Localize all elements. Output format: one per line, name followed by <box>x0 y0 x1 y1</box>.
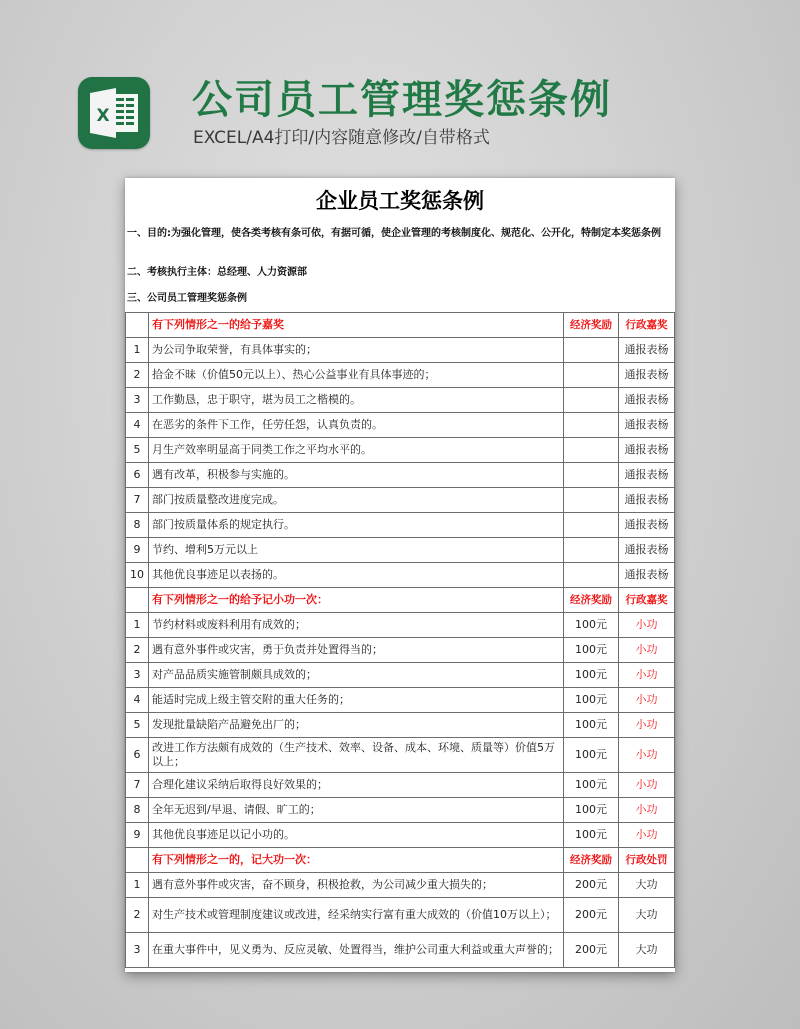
admin-header: 行政处罚 <box>619 848 675 873</box>
row-desc: 发现批量缺陷产品避免出厂的； <box>149 713 564 738</box>
row-admin: 通报表杨 <box>619 388 675 413</box>
row-num: 1 <box>126 873 149 898</box>
svg-text:X: X <box>96 106 110 126</box>
row-num: 1 <box>126 338 149 363</box>
row-admin: 小功 <box>619 638 675 663</box>
row-num: 3 <box>126 388 149 413</box>
table-row <box>126 738 675 773</box>
section-heading: 有下列情形之一的，记大功一次： <box>149 848 564 873</box>
row-num: 1 <box>126 613 149 638</box>
admin-header: 行政嘉奖 <box>619 313 675 338</box>
row-admin: 大功 <box>619 873 675 898</box>
row-num: 4 <box>126 413 149 438</box>
section-heading: 有下列情形之一的给予记小功一次： <box>149 588 564 613</box>
row-admin: 小功 <box>619 773 675 798</box>
row-num: 5 <box>126 713 149 738</box>
row-admin: 通报表杨 <box>619 413 675 438</box>
table-row <box>126 413 675 438</box>
row-desc: 遇有改革，积极参与实施的。 <box>149 463 564 488</box>
row-desc: 在恶劣的条件下工作，任劳任怨，认真负责的。 <box>149 413 564 438</box>
row-econ: 100元 <box>564 613 619 638</box>
table-row <box>126 563 675 588</box>
row-econ: 100元 <box>564 688 619 713</box>
row-desc: 节约、增利5万元以上 <box>149 538 564 563</box>
row-econ <box>564 463 619 488</box>
purpose-paragraph: 一、目的:为强化管理，使各类考核有条可依，有据可循，使企业管理的考核制度化、规范化、公开化，特制定本奖惩条例 <box>127 228 661 239</box>
row-admin: 通报表杨 <box>619 538 675 563</box>
row-admin: 大功 <box>619 898 675 933</box>
table-row <box>126 638 675 663</box>
row-admin: 小功 <box>619 713 675 738</box>
section-header-row <box>126 588 675 613</box>
table-row <box>126 438 675 463</box>
table-row <box>126 388 675 413</box>
row-econ: 100元 <box>564 798 619 823</box>
rules-heading: 三、公司员工管理奖惩条例 <box>127 293 247 304</box>
table-row <box>126 823 675 848</box>
table-row <box>126 613 675 638</box>
row-desc: 为公司争取荣誉，有具体事实的； <box>149 338 564 363</box>
excel-icon <box>78 77 150 149</box>
row-desc: 遇有意外事件或灾害，勇于负责并处置得当的； <box>149 638 564 663</box>
row-desc: 改进工作方法颇有成效的（生产技术、效率、设备、成本、环境、质量等）价值5万以上； <box>149 738 564 773</box>
row-num: 6 <box>126 463 149 488</box>
table-row <box>126 463 675 488</box>
row-num: 5 <box>126 438 149 463</box>
row-admin: 小功 <box>619 613 675 638</box>
row-desc: 其他优良事迹足以表扬的。 <box>149 563 564 588</box>
row-num: 4 <box>126 688 149 713</box>
row-econ <box>564 563 619 588</box>
econ-header: 经济奖励 <box>564 848 619 873</box>
row-desc: 部门按质量整改进度完成。 <box>149 488 564 513</box>
executor-paragraph: 二、考核执行主体：总经理、人力资源部 <box>127 267 307 278</box>
table-row <box>126 663 675 688</box>
row-econ <box>564 488 619 513</box>
num-cell <box>126 848 149 873</box>
section-header-row <box>126 848 675 873</box>
row-admin: 通报表杨 <box>619 338 675 363</box>
row-desc: 工作勤恳，忠于职守，堪为员工之楷模的。 <box>149 388 564 413</box>
num-cell <box>126 313 149 338</box>
row-admin: 小功 <box>619 688 675 713</box>
table-row <box>126 873 675 898</box>
table-row <box>126 488 675 513</box>
document-page <box>125 178 675 972</box>
row-desc: 节约材料或废料利用有成效的； <box>149 613 564 638</box>
row-desc: 对生产技术或管理制度建议或改进，经采纳实行富有重大成效的（价值10万以上）； <box>149 898 564 933</box>
table-row <box>126 798 675 823</box>
table-row <box>126 713 675 738</box>
table-row <box>126 898 675 933</box>
num-cell <box>126 588 149 613</box>
row-desc: 合理化建议采纳后取得良好效果的； <box>149 773 564 798</box>
row-admin: 通报表杨 <box>619 363 675 388</box>
row-econ: 200元 <box>564 898 619 933</box>
row-econ <box>564 438 619 463</box>
section-heading: 有下列情形之一的给予嘉奖 <box>149 313 564 338</box>
rules-table <box>125 312 675 968</box>
row-desc: 其他优良事迹足以记小功的。 <box>149 823 564 848</box>
section-header-row <box>126 313 675 338</box>
row-desc: 能适时完成上级主管交附的重大任务的； <box>149 688 564 713</box>
banner-subtitle: EXCEL/A4打印/内容随意修改/自带格式 <box>193 128 490 148</box>
row-econ: 100元 <box>564 823 619 848</box>
table-row <box>126 338 675 363</box>
table-row <box>126 513 675 538</box>
row-num: 7 <box>126 488 149 513</box>
row-econ: 100元 <box>564 663 619 688</box>
table-row <box>126 363 675 388</box>
row-num: 3 <box>126 933 149 968</box>
row-econ: 200元 <box>564 873 619 898</box>
econ-header: 经济奖励 <box>564 588 619 613</box>
admin-header: 行政嘉奖 <box>619 588 675 613</box>
row-admin: 小功 <box>619 738 675 773</box>
row-desc: 遇有意外事件或灾害，奋不顾身，积极抢救，为公司减少重大损失的； <box>149 873 564 898</box>
row-admin: 通报表杨 <box>619 563 675 588</box>
row-econ: 100元 <box>564 773 619 798</box>
table-row <box>126 538 675 563</box>
row-num: 2 <box>126 638 149 663</box>
row-admin: 通报表杨 <box>619 463 675 488</box>
table-row <box>126 773 675 798</box>
row-desc: 拾金不昧（价值50元以上）、热心公益事业有具体事迹的； <box>149 363 564 388</box>
banner-title: 公司员工管理奖惩条例 <box>192 77 612 123</box>
row-econ: 200元 <box>564 933 619 968</box>
row-desc: 部门按质量体系的规定执行。 <box>149 513 564 538</box>
row-admin: 大功 <box>619 933 675 968</box>
row-econ <box>564 363 619 388</box>
row-num: 9 <box>126 538 149 563</box>
row-num: 10 <box>126 563 149 588</box>
row-econ: 100元 <box>564 713 619 738</box>
row-num: 7 <box>126 773 149 798</box>
table-row <box>126 688 675 713</box>
row-admin: 通报表杨 <box>619 488 675 513</box>
row-admin: 通报表杨 <box>619 513 675 538</box>
row-num: 6 <box>126 738 149 773</box>
row-admin: 通报表杨 <box>619 438 675 463</box>
row-econ <box>564 538 619 563</box>
table-row <box>126 933 675 968</box>
row-econ <box>564 388 619 413</box>
row-admin: 小功 <box>619 823 675 848</box>
row-num: 8 <box>126 798 149 823</box>
row-econ <box>564 338 619 363</box>
row-num: 2 <box>126 363 149 388</box>
row-num: 3 <box>126 663 149 688</box>
row-num: 9 <box>126 823 149 848</box>
row-econ <box>564 413 619 438</box>
row-econ: 100元 <box>564 638 619 663</box>
row-admin: 小功 <box>619 798 675 823</box>
banner <box>0 0 800 175</box>
row-desc: 全年无迟到/早退、请假、旷工的； <box>149 798 564 823</box>
row-num: 8 <box>126 513 149 538</box>
row-num: 2 <box>126 898 149 933</box>
econ-header: 经济奖励 <box>564 313 619 338</box>
row-desc: 对产品品质实施管制颇具成效的； <box>149 663 564 688</box>
document-title: 企业员工奖惩条例 <box>316 189 484 213</box>
row-econ <box>564 513 619 538</box>
row-econ: 100元 <box>564 738 619 773</box>
row-desc: 月生产效率明显高于同类工作之平均水平的。 <box>149 438 564 463</box>
row-admin: 小功 <box>619 663 675 688</box>
row-desc: 在重大事件中，见义勇为、反应灵敏、处置得当，维护公司重大利益或重大声誉的； <box>149 933 564 968</box>
